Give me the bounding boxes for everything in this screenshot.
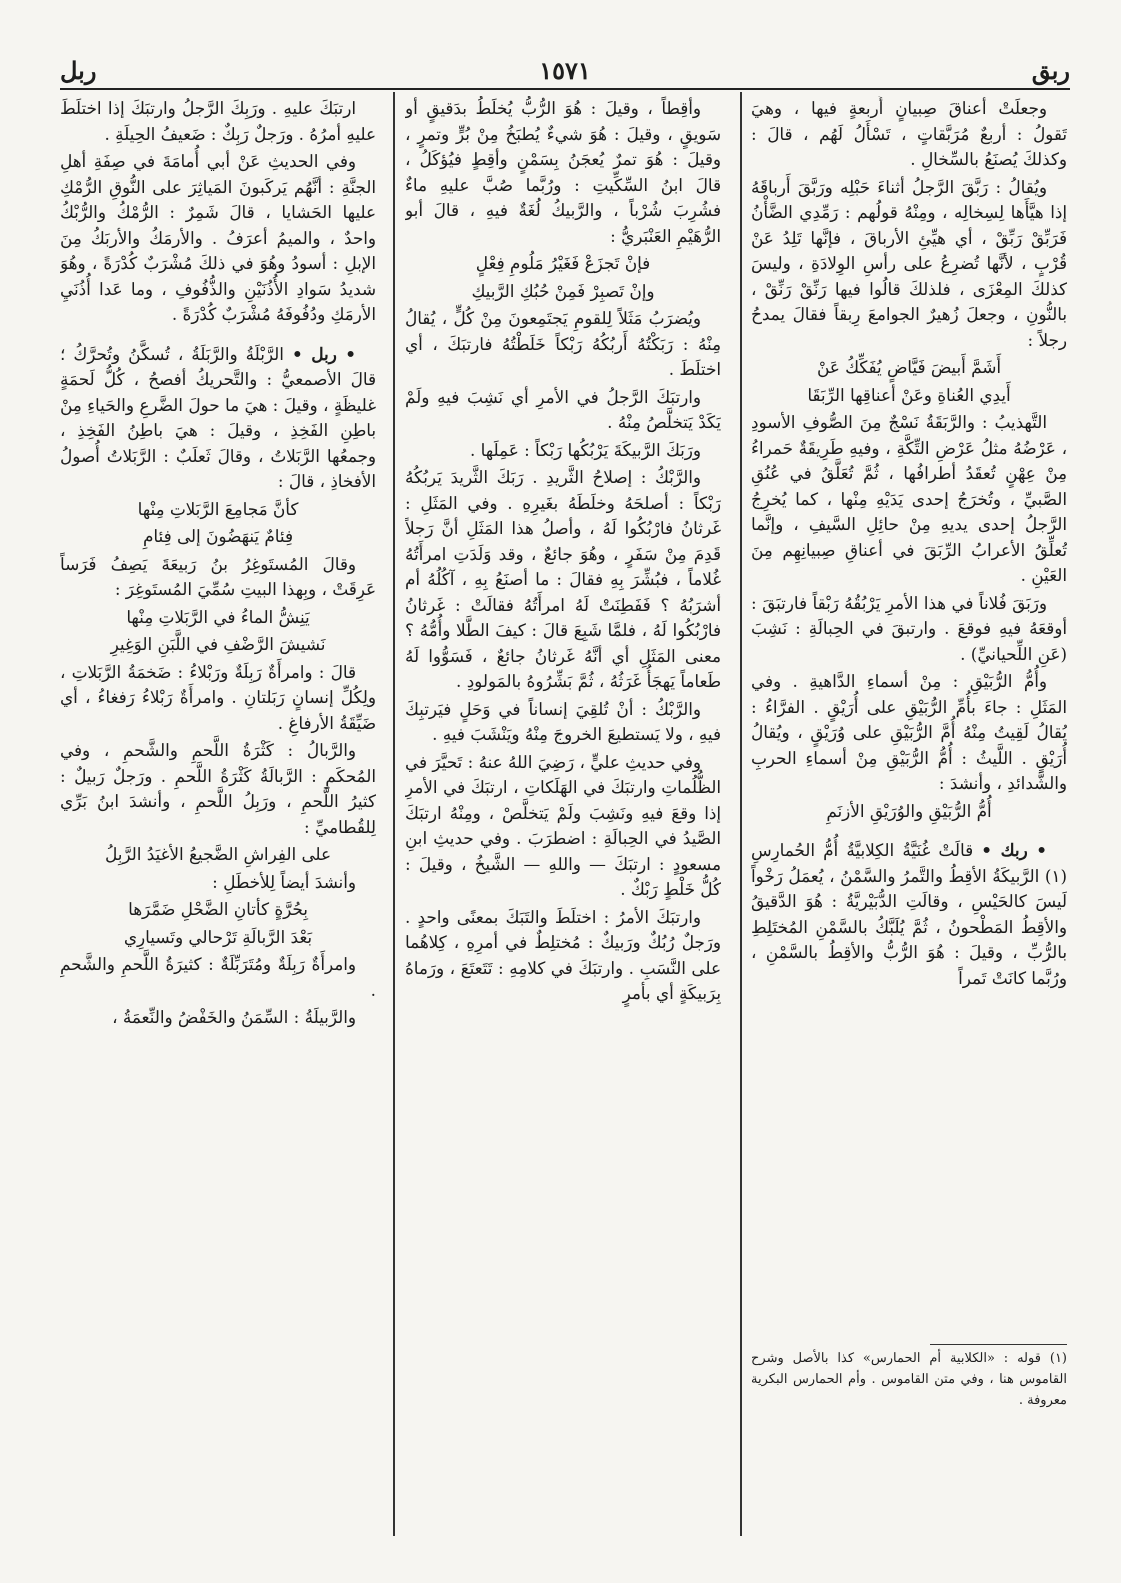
paragraph: ارتبَكَ عليهِ . ورَبِكَ الرَّجلُ وارتبَكَ إذا اختلَطَ عليهِ أمرُهُ . ورَجلٌ رَبِكٌ : ضَعيفُ الحِيلَةِ . xyxy=(60,98,376,144)
entry-text: قالَتْ غُنَيَّةُ الكِلابيَّةُ أُمُّ الحُمارِسِ (١) الرَّبيكَةُ الأقِطُ والتَّمرُ والسَّمْنُ ، يُعمَلُ رَخْواً لَيسَ كالحَيْسِ ، وقالَتِ الدُّبَيْريَّةُ : هُوَ الدَّقيقُ والأقِطُ المَطْحونُ ، ثُمَّ يُلَبَّكُ بالسَّمْنِ المُختَلِطِ بالرُّبِّ ، وقيلَ : هُوَ الرُّبُّ والأقِطُ بالسَّمْنِ ، ورُبَّما كانَتْ تَمراً xyxy=(751,840,1067,988)
verse-line: على الفِراشِ الضَّجيعُ الأغيَدُ الرَّبِلُ xyxy=(104,844,331,864)
paragraph: وأقِطاً ، وقيلَ : هُوَ الرُّبُّ يُخلَطُ بدَقيقٍ أو سَويقٍ ، وقيلَ : هُوَ شيءٌ يُطبَخُ مِنْ بُرٍّ وتمرٍ ، وقيلَ : هُوَ تمرٌ يُعجَنُ بِسَمْنٍ وأقِطٍ فيُؤكَلُ ، قالَ ابنُ السِّكِّيتِ : ورُبَّما صُبَّ عليهِ ماءٌ فشُرِبَ شُرْباً ، والرَّبيكُ لُغَةٌ فيهِ ، قالَ أبو الرُّهَيْمِ العَنْبَريُّ : xyxy=(405,98,721,246)
paragraph: ورَبَقَ فُلاناً في هذا الأمرِ يَرْبُقُهُ رَبْقاً فارتبَقَ : أوقعَهُ فيهِ فوقعَ . وارتبقَ في الحِبالَةِ : نَشِبَ (عَنِ اللِّحيانيِّ) . xyxy=(751,592,1067,664)
paragraph: وفي حديثِ عليٍّ ، رَضِيَ اللهُ عنهُ : تَحيَّرَ في الظُّلُماتِ وارتبَكَ في الهَلَكاتِ ، ارتبَكَ في الأمرِ إذا وقعَ فيهِ ونَشِبَ ولَمْ يَتخلَّصْ ، ومِنْهُ ارتبَكَ الصَّيدُ في الحِبالَةِ : اضطرَبَ . وفي حديثِ ابنِ مسعودٍ : ارتبَكَ — واللهِ — الشَّيخُ ، وقيلَ : كُلُّ خَلْطٍ رَبْكٌ . xyxy=(405,751,721,899)
verse-line: أُمُّ الرُّبَيْقِ والوُرَيْقِ الأزنَمِ xyxy=(826,800,992,821)
paragraph: والرَّبْكُ : أنْ تُلقِيَ إنساناً في وَحَلٍ فيَرتبِكَ فيهِ ، ولا يَستطيعَ الخروجَ مِنْهُ ويَنْشَبَ فيهِ . xyxy=(405,698,721,744)
paragraph: وأنشدَ أيضاً لِلأخطَلِ : xyxy=(212,871,356,892)
paragraph: والرَّبْكُ : إصلاحُ الثَّريدِ . رَبَكَ الثَّريدَ يَربُكُهُ رَبْكاً : أصلحَهُ وخلَطَهُ بغَيرِهِ . وفي المَثَلِ : غَرثانُ فارْبُكُوا لَهُ ، وأصلُ هذا المَثَلِ أنَّ رَجلاً قَدِمَ مِنْ سَفَرٍ ، وهُوَ جائعٌ ، وقد وَلَدَتِ امرأَتُهُ غُلاماً ، فبُشِّرَ بِهِ فقالَ : ما أصنَعُ بِهِ ، آكُلُهُ أم أشرَبُهُ ؟ فَفَطِنَتْ لَهُ امرأَتُهُ فقالَتْ : غَرثانُ فارْبُكُوا لَهُ ، فلمَّا شَبِعَ قالَ : كيفَ الطَّلا وأُمُّهُ ؟ معنى المَثَلِ أي أنَّهُ غَرثانُ جائعٌ ، فَسَوُّوا لَهُ طَعاماً يَهجَأُ غَرَثُهُ ، ثُمَّ بَشِّرُوهُ بالمَولودِ . xyxy=(405,467,721,691)
paragraph: ويُضرَبُ مَثَلاً لِلقومِ يَجتَمِعونَ مِنْ كُلٍّ ، يُقالُ مِنْهُ : رَبَكْتُهُ أَربُكُهُ رَبْكاً خَلَطْتُهُ فارتبَكَ ، أي اختلَطَ . xyxy=(405,308,721,379)
footnote xyxy=(751,1348,1067,1411)
verse-line: أَشَمَّ أَبيضَ فَيَّاضٍ يُفَكِّكُ عَنْ xyxy=(816,357,1002,377)
header-rule xyxy=(60,88,1070,90)
column-left xyxy=(60,96,376,1536)
paragraph: ويُقالُ : رَبَّقَ الرَّجلُ أثناءَ حَبْلِه ورَبَّقَ أَرباقَهُ إذا هيَّأَها لِسِخالِه ، ومِنْهُ قولُهم : رَمِّدِي الضَّأْنُ فَرَبِّقْ رَبِّقْ ، أي هيِّئِ الأرباقَ ، فإنَّها تَلِدُ عَنْ قُرْبٍ ، لأنَّها تُضرِعُ على رأسِ الوِلادَةِ ، وليسَ كذلكَ المِعْزَى ، فلذلكَ قالُوا فيها رَنِّقْ رَنِّقْ ، بالنُّونِ ، وجعلَ زُهيرٌ الجوامعَ رِبقاً فقالَ يمدحُ رجلاً : xyxy=(751,176,1067,350)
header-right-word: ربق xyxy=(1031,56,1070,85)
paragraph: ورَبَكَ الرَّبيكَةَ يَرْبُكُها رَبْكاً : عَمِلَها . xyxy=(469,439,701,460)
paragraph: وامرأَةٌ رَبِلَةٌ ومُتَرَبِّلَةٌ : كثيرَةُ اللَّحمِ والشَّحمِ . xyxy=(60,954,376,1000)
column-right xyxy=(751,96,1067,1536)
footnote-text: (١) قوله : «الكلابية أم الحمارس» كذا بالأصل وشرح القاموس هنا ، وفي متن القاموس . وأم الحمارس البكرية معروفة . xyxy=(751,1351,1067,1408)
verse-line: بِحُرَّةٍ كأتانِ الضَّحْلِ ضَمَّرَها xyxy=(128,899,308,919)
column-separator xyxy=(740,92,742,1536)
page-header xyxy=(60,50,1070,90)
paragraph: قالَ : وامرأَةٌ رَبِلَةٌ ورَبْلاءُ : ضَخمَةُ الرَّبَلاتِ ، ولِكُلِّ إنسانٍ رَبَلتانِ . وامرأَةٌ رَبْلاءُ رَفغاءُ ، أي ضَيِّقَةُ الأرفاغِ . xyxy=(60,661,376,733)
verse-line: نَشيشَ الرَّضْفِ في اللَّبَنِ الوَغِيرِ xyxy=(110,634,326,654)
header-left-word: ربل xyxy=(60,56,97,85)
page-number: ١٥٧١ xyxy=(539,56,591,85)
verse-line: يَنِشُّ الماءُ في الرَّبَلاتِ مِنْها xyxy=(126,606,310,627)
verse-line: فِئامٌ يَنهَضُونَ إلى فِئامِ xyxy=(143,526,293,546)
footnote-rule xyxy=(930,1344,1067,1345)
verse-line: وإنْ تَصبِرْ فَمِنْ حُبُكِ الرَّبيكِ xyxy=(471,280,655,301)
entry-rbk xyxy=(751,838,1067,991)
paragraph: والرَّبالُ : كَثْرَةُ اللَّحمِ والشَّحمِ ، وفي المُحكَمِ : الرَّبالَةُ كَثْرَةُ اللَّحمِ . ورَجلٌ رَبيلٌ : كثيرُ اللَّحمِ ، ورَبِلُ اللَّحمِ ، وأنشدَ ابنُ بَرِّي لِلقُطاميِّ : xyxy=(60,740,376,837)
paragraph: التَّهذيبُ : والرَّبَقَةُ نَسْجٌ مِنَ الصُّوفِ الأسودِ ، عَرْضُهُ مثلُ عَرْضِ التِّكَّةِ ، وفيهِ طَرِيقَةٌ حَمراءُ مِنْ عِهْنٍ تُعقَدُ أطرافُها ، ثُمَّ تُعَلَّقُ في عُنُقِ الصَّبيِّ ، وتُخرَجُ إحدى يَدَيْهِ مِنْها ، كما يُخرِجُ الرَّجلُ إحدى يديهِ مِنْ حائِلِ السَّيفِ ، وإنَّما تُعلِّقُ الأعرابُ الرِّبَقَ في أعناقِ صِبيانِهِم مِنَ العَيْنِ . xyxy=(751,412,1067,585)
paragraph: وفي الحديثِ عَنْ أبي أُمامَةَ في صِفَةِ أهلِ الجنَّةِ : أنَّهُم يَركَبونَ المَياثِرَ على النُّوقِ الرُّمْكِ عليها الحَشايا ، قالَ شَمِرٌ : الرُّمْكُ والرُّبْكُ واحدٌ ، والميمُ أعرَفُ . والأرمَكُ والأربَكُ مِنَ الإبلِ : أسودُ وهُوَ في ذلكَ مُشْرَبٌ كُدْرَةً ، وهُوَ شديدُ سَوادِ الأُذُنَيْنِ والذُّفُوفِ ، وما عَدا أُذُنَيِ الأرمَكِ ودُفُوفَهُ مُشْرَبٌ كُدْرَةً . xyxy=(60,151,376,324)
verse-line: فإنْ تَجزَعْ فَغَيْرُ مَلُومِ فِعْلٍ xyxy=(475,253,651,273)
paragraph: وأُمُّ الرُّبَيْقِ : مِنْ أسماءِ الدَّاهيةِ . وفي المَثَلِ : جاءَ بأُمِّ الرُّبَيْقِ على أُرَيْقٍ . الفرَّاءُ : يُقالُ لَقِيتُ مِنْهُ أُمَّ الرُّبَيْقِ على وُرَيْقٍ ، ويُقالُ أُرَيْقٍ . اللَّيثُ : أُمُّ الرُّبَيْقِ مِنْ أسماءِ الحربِ والشَّدائدِ ، وأنشدَ : xyxy=(751,671,1067,793)
paragraph: وجعلَتْ أعناقَ صِبيانٍ أَربعةٍ فيها ، وهيَ تَقولُ : أربعٌ مُرَبَّقاتٍ ، تَسْأَلُ لَهُم ، قالَ : وكذلكَ يُصنَعُ بالسِّخالِ . xyxy=(751,98,1067,169)
verse-line: كأنَّ مَجامِعَ الرَّبَلاتِ مِنْها xyxy=(137,498,299,519)
column-separator xyxy=(393,92,395,1536)
paragraph: وارتبَكَ الأمرُ : اختلَطَ والتَبَكَ بمعنًى واحدٍ . ورَجلٌ رُبُكٌ ورَبيكٌ : مُختلِطٌ في أمرِهِ ، كِلاهُما على النَّسَبِ . وارتبَكَ في كلامِهِ : تَتَعتَعَ ، ورَماهُ بِرَبيكَةٍ أي بأمرٍ xyxy=(405,906,721,1003)
entry-rbl xyxy=(60,342,376,495)
paragraph: والرَّبيلَةُ : السِّمَنُ والخَفْضُ والنِّعمَةُ ، xyxy=(112,1007,356,1027)
entry-headword: • ربل • xyxy=(291,343,357,364)
entry-text: الرَّبْلَةُ والرَّبَلَةُ ، تُسكَّنُ وتُحرَّكُ ؛ قالَ الأصمعيُّ : والتَّحريكُ أفصحُ ، كُلُّ لَحمَةٍ غليظَةٍ ، وقيلَ : هيَ ما حولَ الضَّرعِ والحَياءِ مِنْ باطِنِ الفَخِذِ ، وقيلَ : هيَ باطِنُ الفَخِذِ ، وجمعُها الرَّبَلاتُ ، وقالَ ثَعلَبٌ : الرَّبَلاتُ أُصولُ الأفخاذِ ، قالَ : xyxy=(60,343,376,491)
entry-headword: • ربك • xyxy=(981,840,1047,860)
verse-line: بَعْدَ الرَّبالَةِ تَرْحالي وتَسيارِي xyxy=(123,926,313,947)
paragraph: وارتبَكَ الرَّجلُ في الأمرِ أي نَشِبَ فيهِ ولَمْ يَكَدْ يَتخلَّصُ مِنْهُ . xyxy=(405,386,721,432)
paragraph: وقالَ المُستَوغِرُ بنُ رَبيعَةَ يَصِفُ فَرَساً عَرِقَتْ ، وبِهذا البيتِ سُمِّيَ المُستَوغِرَ : xyxy=(60,553,376,599)
column-middle xyxy=(405,96,721,1536)
verse-line: أَيدِي العُناةِ وعَنْ أعناقِها الرِّبَقَا xyxy=(807,384,1011,405)
